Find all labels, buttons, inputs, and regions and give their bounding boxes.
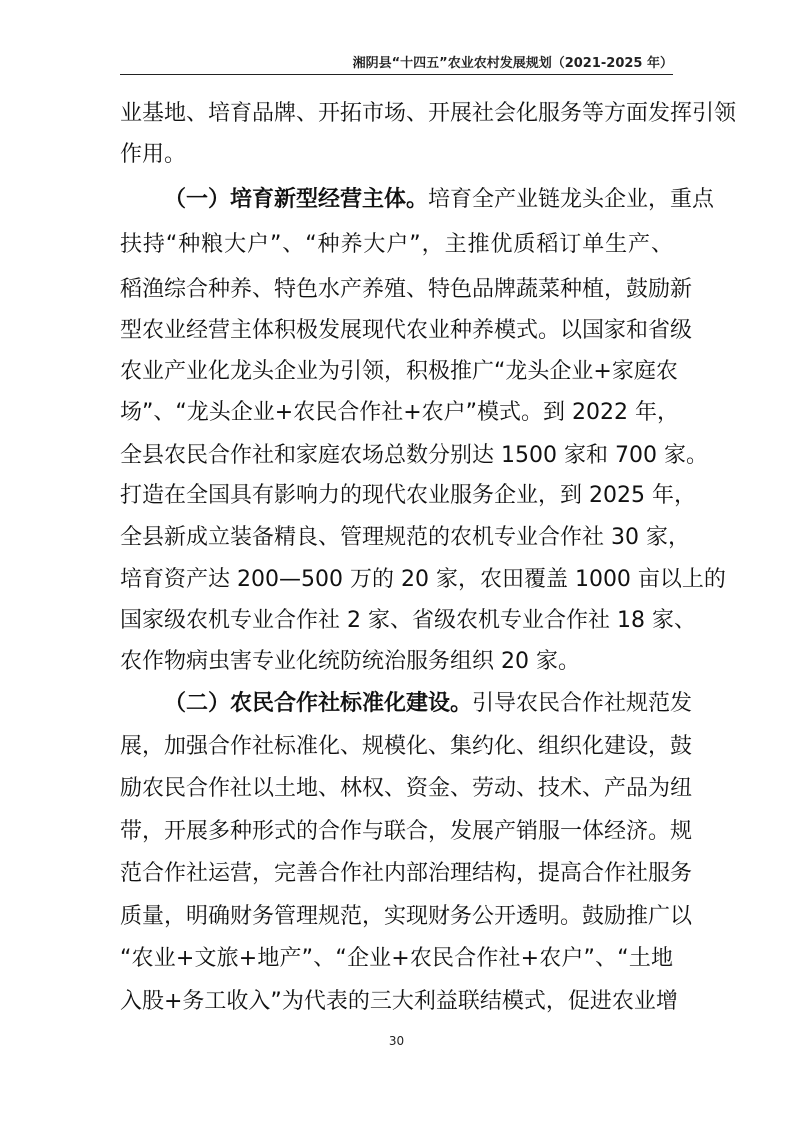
body-line: 农业产业化龙头企业为引领，积极推广“龙头企业+家庭农	[120, 359, 678, 384]
body-line: 带，开展多种形式的合作与联合，发展产销服一体经济。规	[120, 819, 693, 844]
body-line: 展，加强合作社标准化、规模化、集约化、组织化建设，鼓	[120, 734, 693, 759]
section-2-paragraph-start	[164, 684, 693, 724]
body-line: 场”、“龙头企业+农民合作社+农户”模式。到 2022 年，	[120, 400, 680, 425]
header-rule	[120, 74, 673, 75]
section-2-heading: （二）农民合作社标准化建设。	[164, 691, 473, 716]
page-number: 30	[388, 1034, 405, 1048]
body-line: 励农民合作社以土地、林权、资金、劳动、技术、产品为纽	[120, 776, 693, 801]
body-line: 全县农民合作社和家庭农场总数分别达 1500 家和 700 家。	[120, 443, 708, 468]
body-line: 质量，明确财务管理规范，实现财务公开透明。鼓励推广以	[120, 904, 693, 929]
body-line: 培育资产达 200—500 万的 20 家，农田覆盖 1000 亩以上的	[120, 567, 726, 592]
section-1-heading: （一）培育新型经营主体。	[164, 187, 429, 212]
body-line: 型农业经营主体积极发展现代农业种养模式。以国家和省级	[120, 318, 693, 343]
body-line: 入股+务工收入”为代表的三大利益联结模式，促进农业增	[120, 989, 678, 1014]
section-2-text: 引导农民合作社规范发	[472, 691, 693, 716]
running-header: 湘阴县“十四五”农业农村发展规划（2021-2025 年）	[352, 56, 673, 71]
section-1-text: 培育全产业链龙头企业，重点	[428, 187, 715, 212]
body-line: 国家级农机专业合作社 2 家、省级农机专业合作社 18 家、	[120, 608, 696, 633]
body-line: 业基地、培育品牌、开拓市场、开展社会化服务等方面发挥引领	[120, 101, 737, 126]
body-line: 打造在全国具有影响力的现代农业服务企业，到 2025 年，	[120, 483, 696, 508]
body-line: “农业+文旅+地产”、“企业+农民合作社+农户”、“土地	[120, 946, 673, 971]
body-line: 农作物病虫害专业化统防统治服务组织 20 家。	[120, 649, 580, 674]
section-1-paragraph-start	[164, 180, 715, 220]
body-line: 范合作社运营，完善合作社内部治理结构，提高合作社服务	[120, 861, 693, 886]
body-line: 扶持“种粮大户”、“种养大户”，主推优质稻订单生产、	[120, 232, 673, 257]
body-line: 全县新成立装备精良、管理规范的农机专业合作社 30 家，	[120, 525, 690, 550]
body-line: 作用。	[120, 142, 187, 167]
body-line: 稻渔综合种养、特色水产养殖、特色品牌蔬菜种植，鼓励新	[120, 277, 693, 302]
